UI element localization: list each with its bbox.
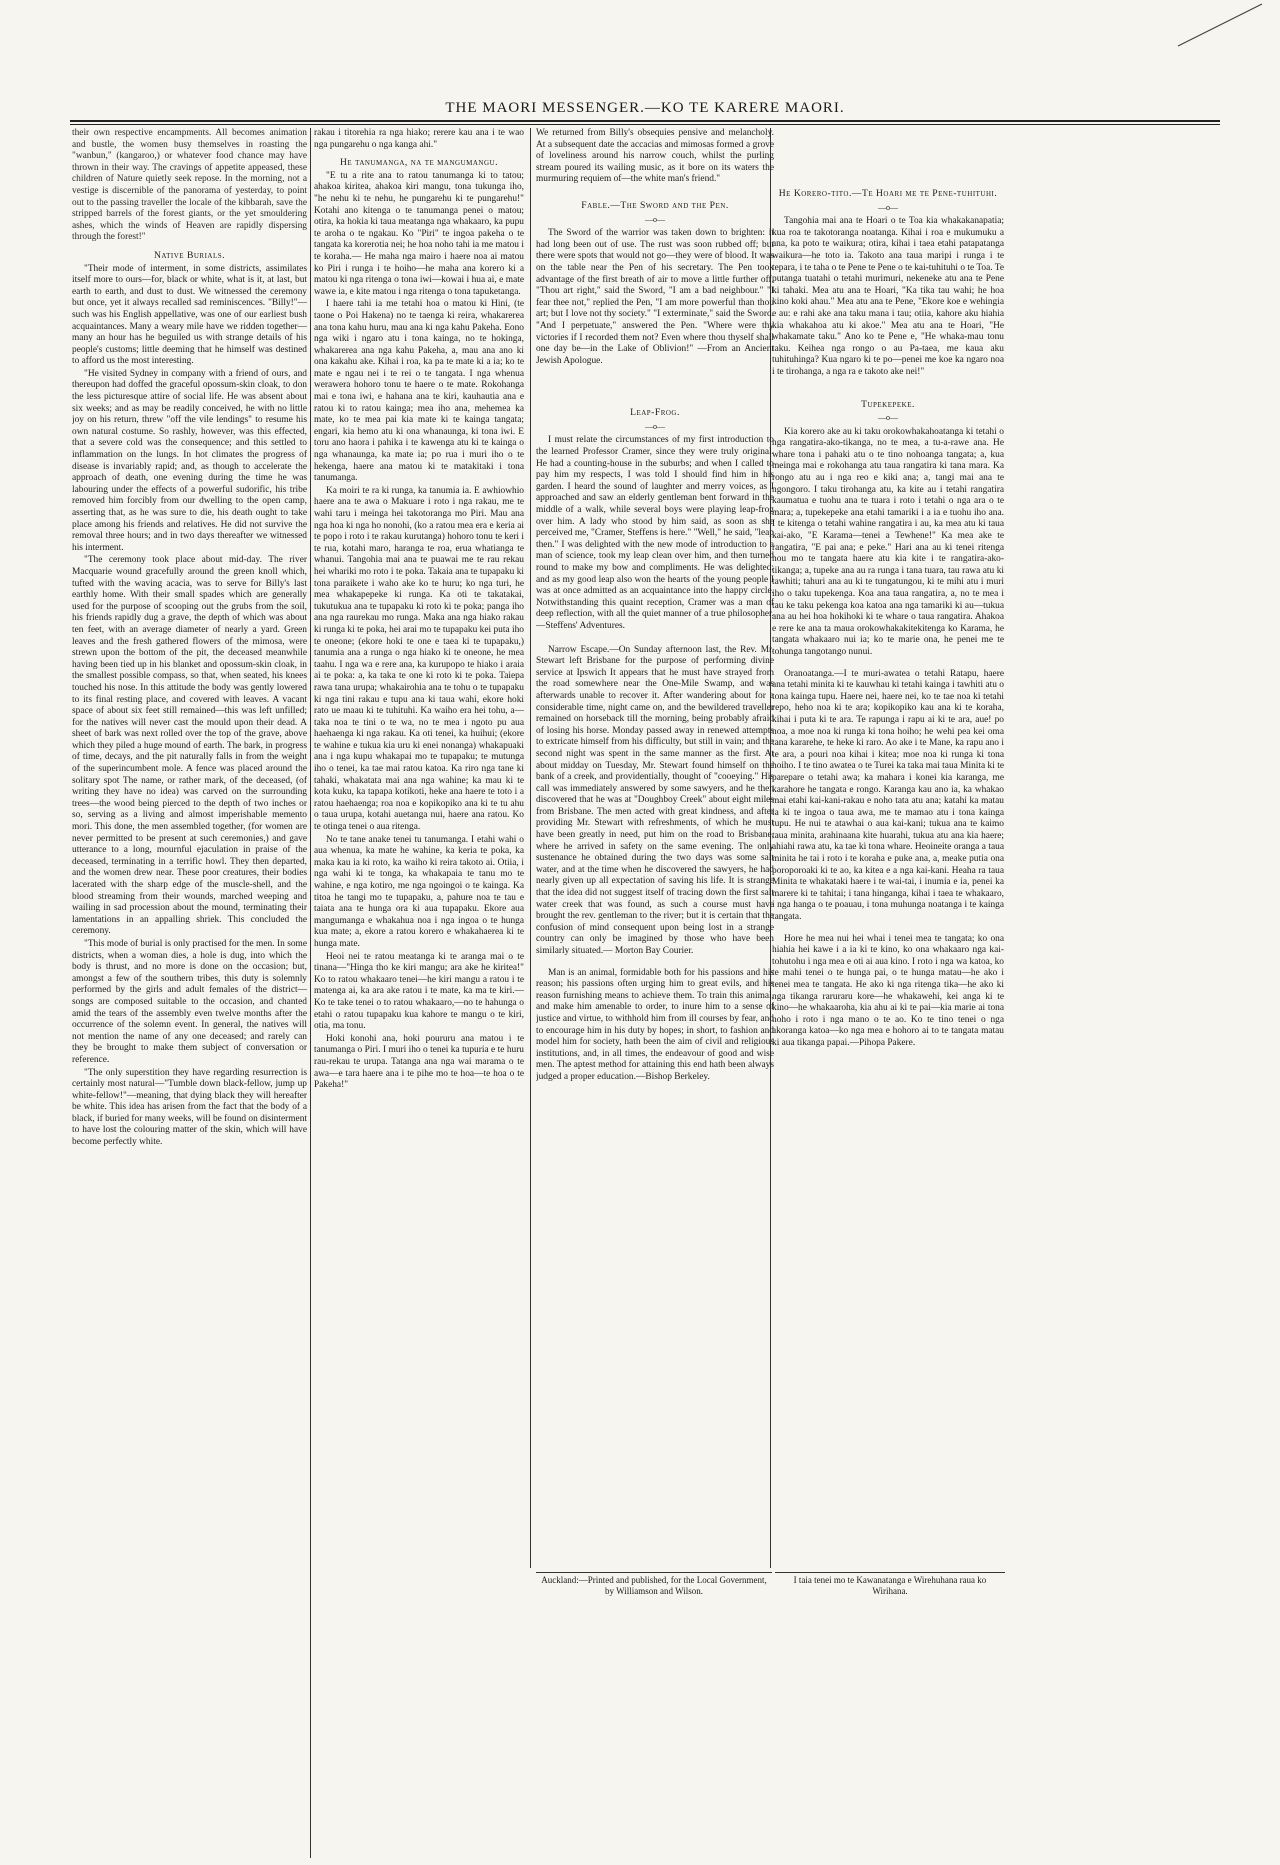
imprint-english: Auckland:—Printed and published, for the Local Government, by Williamson and Wilson. — [536, 1572, 772, 1597]
masthead-title: THE MAORI MESSENGER.—KO TE KARERE MAORI. — [445, 100, 845, 116]
column-3 — [536, 128, 774, 1508]
section-heading-tupekepeke: Tupekepeke. — [861, 398, 915, 410]
pencil-stroke-mark — [1170, 0, 1270, 60]
imprint-maori: I taia tenei mo te Kawanatanga e Wirehuhana raua ko Wirihana. — [775, 1572, 1005, 1597]
section-heading-fable: Fable.—The Sword and the Pen. — [581, 199, 729, 211]
ornament-separator: —o— — [878, 413, 898, 423]
article-paragraph: Hoki konohi ana, hoki poururu ana matou i te tanumanga o Piri. I muri iho o tenei ka tupuria e te huru rau-rekau te urupa. Tatanga ana nga wai marama o te awa—e tara haere ana i te pihe mo te hoa—te hoa o te Pakeha!" — [314, 1033, 524, 1091]
section-heading-leap-frog: Leap-Frog. — [630, 407, 680, 419]
section-heading-native-burials: Native Burials. — [153, 249, 226, 261]
article-paragraph: Hore he mea nui hei whai i tenei mea te tangata; ko ona hiahia hei kawe i a ia ki te kino, ko ona whakaaro nga kai-tohutohu i nga mea e oti ai aua kino. I roto i nga wa katoa, ko te mahi tenei o te hunga pai, o te hunga matau—he ako i tenei mea te tangata. He ako ki nga ritenga tika—he ako ki nga tikanga raruraru kore—he whakawehi, kei anga ki te kino—he whakaaroha, kia ahu ai ki te pai—kia marie ai tona noho i roto i nga mano o te ao. Ko te tino tenei o nga akoranga katoa—ko nga mea e hohoro ai to te tangata matau ki aua tikanga papai.—Pihopa Pakere. — [772, 933, 1004, 1048]
article-paragraph: "The ceremony took place about mid-day. The river Macquarie wound gracefully around the green knoll which, tufted with the waving acacia, was to serve for Billy's last earthly home. With their small spades which are generally used for the purpose of scooping out the grubs from the soil, his friends rapidly dug a grave, the depth of which was about ten feet, with an average diameter of nearly a yard. Green leaves and the fresh gathered flowers of the mimosa, were strewn upon the bottom of the pit, the deceased meanwhile having been tied up in his blanket and opossum-skin cloak, in the smallest possible compass, so that, when seated, his knees touched his nose. In this attitude the body was gently lowered to its final resting place, and covered with leaves. A vacant space of about six feet still remained—this was left unfilled; for the natives will never cast the mould upon their dead. A sheet of bark was next rolled over the top of the grave, above which they piled a huge mound of earth. The bark, in progress of time, decays, and the pit naturally falls in from the weight of the superincumbent mole. A fence was placed around the solitary spot The name, or rather mark, of the deceased, (of writing they have no idea) was carved on the surrounding trees—the wood being pierced to the depth of two inches or so, serving as a living and almost imperishable memento mori. This done, the men assembled together, (for women are never permitted to be present at such ceremonies,) and gave utterance to a long, mournful ejaculation in praise of the deceased, terminating in a terrific howl. They then departed, and the women drew near. These poor creatures, their bodies lacerated with the sharp edge of the muscle-shell, and the blood streaming from their wounds, marched weeping and wailing in sad procession about the mound, terminating their lamentations in an appalling shriek. This concluded the ceremony. — [72, 555, 307, 937]
column-divider — [310, 128, 311, 1858]
article-paragraph: Man is an animal, formidable both for his passions and his reason; his passions often urging him to great evils, and his reason furnishing means to achieve them. To train this animal, and make him amenable to order, to inure him to a sense of justice and virtue, to withhold him from ill courses by fear, and to encourage him in his duty by hopes; in short, to fashion and model him for society, hath been the aim of civil and religious institutions, and, in all times, the endeavour of good and wise men. The aptest method for attaining this end hath been always judged a proper education.—Bishop Berkeley. — [536, 967, 774, 1082]
column-divider — [530, 128, 531, 1568]
article-paragraph: Kia korero ake au ki taku orokowhakahoatanga ki tetahi o nga rangatira-ako-tikanga, no te mea, a tu-a-rawe ana. He whare tona i pahaki atu o te tino nohoanga tangata; a, kua meinga mai e rokohanga atu taua rangatira ki tana mara. Ka rongo atu au i nga reo e kiki ana; a, tangi mai ana te ngongoro. I taku tirohanga atu, ka kite au i tetahi rangatira kaumatua e tuohu ana te tuara i roto i tetahi o nga ara o te mara; a, tupekepeke ana etahi tamariki i a ia e tuohu iho ana. I te kitenga o tetahi wahine rangatira i au, ka mea atu ki taua kai-ako, "E Karama—tenei a Tewhene!" Ka mea ake te rangatira, "E pai ana; e peke." Hari ana au ki tenei ritenga hou mo te tangata haere atu kia kite i te rangatira-ako-tikanga; a, tupeke ana au ra runga i tana tuara, tau rawa atu ki tawhiti; tahuri ana au ki te tungatungou, ki te mihi atu i muri iho o taku tupekenga. Koa ana taua rangatira, a, no te mea i tau ke taku pekenga koa katoa ana nga tamariki ki au—tukua ana au hei hoa hokihoki ki te whare o taua rangatira. Ahakoa e rere ke ana ta maua orokowhakakitekitenga ko Karama, he tangata whakaaro nui ia; ko te marie ona, he penei me te tohunga tangotango nunui. — [772, 426, 1004, 657]
masthead-rule — [70, 120, 1220, 125]
article-text: their own respective encampments. All becomes animation and bustle, the women busy themselves in roasting the "wanbun," (kangaroo,) or whatever food chance may have thrown in their way. The cravings of appetite appeased, these children of Nature quietly seek repose. In the morning, not a vestige is discernible of the panorama of yesterday, to point out to the passing traveller the locale of the kibbarah, save the stripped barrels of the forest giants, or the yet smouldering ashes, which the winds of Heaven are rapidly dispersing through the forest!" — [72, 128, 307, 243]
article-text: rakau i titorehia ra nga hiako; rerere kau ana i te wao nga pungarehu o nga kanga ahi." — [314, 128, 524, 150]
article-paragraph: The Sword of the warrior was taken down to brighten: it had long been out of use. The rust was soon rubbed off; but there were spots that would not go—they were of blood. It was on the table near the Pen of his secretary. The Pen took advantage of the first breath of air to move a little further off. "Thou art right," said the Sword, "I am a bad neighbour." "I fear thee not," replied the Pen, "I am more powerful than thou art; but I love not thy society." "I exterminate," said the Sword. "And I perpetuate," answered the Pen. "Where were thy victories if I recorded them not? Even where thou thyself shall one day be—in the Lake of Oblivion!" —From an Ancient Jewish Apologue. — [536, 228, 774, 366]
article-paragraph: Oranoatanga.—I te muri-awatea o tetahi Ratapu, haere ana tetahi minita ki te kauwhau ki tetahi kainga i tawhiti atu o tona kainga tupu. Haere nei, haere nei, ko te tae noa ki tetahi repo, heho noa ki te ara; kopikopiko kau ana ki te koraha, kihai i puta ki te ara. Te rapunga i rapu ai ki te ara, aue! po noa, a moe noa ki runga ki tona hoiho; he wehi pea kei oma tana kararehe, te heke ki raro. Ao ake i te Mane, ka rapu ano i te ara, a pouri noa kihai i kitea; moe noa ki runga ki tona hoiho. I te tino awatea o te Turei ka taka mai taua Minita ki te parepare o tetahi awa; ka mahara i konei kia karanga, me karahore he tangata e rongo. Karanga kau ano ia, ka whakao mai etahi kai-kani-rakau e noho tata atu ana; katahi ka matau ia ki te ingoa o taua awa, me te mamao atu i tona kainga tupu. He nui te atawhai o aua kai-kani; tukua ana te kaimo taua minita, arahinaana kite huarahi, tukua atu ana kia haere; ahiahi rawa atu, ka tae ki tona whare. Heoineite oranga a taua minita he tai i roto i te koraha e puke ana, a, meake putia ona poroporoaki ki te ao, ka kitea e a nga kai-kani. Heaha ra taua Minita te whakataki haere i te wai-tai, i inumia e ia, penei ka marere ki te tahitai; i tana hinganga, kihai i taea te whakaaro, i nga hanga o te poauau, i tona muhunga noatanga i te kainga tangata. — [772, 668, 1004, 923]
article-paragraph: "This mode of burial is only practised for the men. In some districts, when a woman dies, a hole is dug, into which the body is thrust, and no more is done on the occasion; but, amongst a few of the southern tribes, this duty is solemnly performed by the girls and adult females of the district—songs are composed suitable to the occasion, and chanted amid the tears of the assembly even twelve months after the occurrence of the solemn event. In general, the natives will not mention the name of any one deceased; and rarely can they be brought to make them subject of conversation or reference. — [72, 938, 307, 1065]
article-paragraph: "The only superstition they have regarding resurrection is certainly most natural—"Tumble down black-fellow, jump up white-fellow!"—meaning, that dying black they will hereafter be white. This idea has arisen from the fact that the body of a black, if buried for many weeks, will be found on disinterment to have lost the colouring matter of the skin, which will have become perfectly white. — [72, 1067, 307, 1148]
column-4 — [772, 128, 1004, 1498]
section-heading-he-tanumanga: He tanumanga, na te mangumangu. — [340, 157, 498, 169]
article-paragraph: "Their mode of interment, in some districts, assimilates itself more to ours—for, black or white, what is it, at last, but earth to earth, and dust to dust. We witnessed the ceremony but once, yet it always recalled sad reminiscences. "Billy!"—such was his English appellative, was one of our earliest bush acquaintances. Many a weary mile have we ridden together—many an hour has he beguiled us with strange details of his people's customs; little deeming that he himself was destined to afford us the most interesting. — [72, 263, 307, 367]
ornament-separator: —o— — [645, 421, 665, 431]
article-paragraph: I haere tahi ia me tetahi hoa o matou ki Hini, (te taone o Poi Hakena) no te taenga ki reira, whakarerea ana tona kahu huru, mau ana ki nga kahu Pakeha. Eono nga wiki i ngaro atu i tona kainga, no te hokinga, whakarerea ana nga kahu Pakeha, a, mau ana ano ki ona kakahu ake. Kihai i roa, ka pa te mate ki a ia; ko te mate e ngau nei i te rei o te tangata. I nga whenua werawera hohoro tonu te haere o te mate. Rokohanga mai e tona iwi, e hahana ana te kiri, kauhautia ana e ratou ki to ratou kainga; mea iho ana, mehemea ka mate, ko te mea pai kia mate ki te kainga tangata; engari, kia hemo atu ki ona whanaunga, ki tona iwi. E toru ano haora i pahika i te kawenga atu ki te kainga o nga whanaunga, ka mate ia; po rua i muri iho o te hekenga, haere ana matou ki te matakitaki i tona tanumanga. — [314, 299, 524, 484]
article-paragraph: "E tu a rite ana to ratou tanumanga ki to tatou; ahakoa kiritea, ahakoa kiri mangu, tona tukunga iho, "he nehu ki te nehu, he pungarehu ki te pungarehu!" Kotahi ano kitenga o te tanumanga penei o matou; otira, ka hokia ki taua meatanga nga whakaaro, ka pupu te aroha o te ngakau. Ko "Piri" te ingoa pakeha o te tangata ka korerotia nei; he hoa noho tahi ia me matou i te koraha.— He maha nga mairo i haere noa ai matou ko Piri i runga i te hoiho—he maha ana korero ki a matou ki nga ritenga o tona iwi—kowai i hua ai, e mate wawe ia, e kite matou i nga ritenga o tona tapuketanga. — [314, 170, 524, 297]
article-text: We returned from Billy's obsequies pensive and melancholy. At a subsequent date the accacias and mimosas formed a grove of loveliness around his narrow couch, whilst the purling stream poured its wailing music, as it bore on its waters the murmuring requiem of—the white man's friend." — [536, 128, 774, 185]
article-paragraph: "He visited Sydney in company with a friend of ours, and thereupon had doffed the graceful opossum-skin cloak, to don the less picturesque attire of social life. He was absent about six weeks; and as may be readily conceived, he with no little joy on his return, threw "off the vile lendings" to resume his own natural costume. So rashly, however, was this effected, that a severe cold was the consequence; and this settled to inflammation on the lungs. In hot climates the progress of disease is invariably rapid; and, as though to accelerate the approach of death, one evening during the time he was labouring under the effects of a powerful sudorific, his tribe removed him forcibly from our dwelling to the open camp, asserting that, as he was sure to die, his death ought to take place among his friends and relatives. He did not survive the removal three hours; and in two days thereafter we witnessed his interment. — [72, 368, 307, 553]
column-1 — [72, 128, 307, 1858]
ornament-separator: —o— — [878, 202, 898, 212]
article-paragraph: Narrow Escape.—On Sunday afternoon last, the Rev. Mr. Stewart left Brisbane for the purpose of performing divine service at Ipswich It appears that he must have strayed from the road somewhere near the One-Mile Swamp, and was afterwards unable to recover it. After wandering about for a considerable time, night came on, and the bewildered traveller remained on horseback till the morning, being probably afraid of losing his horse. Monday passed away in renewed attempts to extricate himself from his difficulty, but still in vain; and the second night was spent in the same manner as the first. At about midday on Tuesday, Mr. Stewart found himself on the bank of a creek, and providentially, thought of "cooeying." His call was immediately answered by some sawyers, and he then discovered that he was at "Doughboy Creek" about eight miles from Brisbane. The men acted with great kindness, and after providing Mr. Stewart with refreshments, of which he must have been greatly in need, put him on the road to Brisbane, where he arrived in safety on the same evening. The only sustenance he obtained during the two days was some salt water, and at the time when he discovered the sawyers, he had nearly given up all expectation of saving his life. It is strange that the idea did not suggest itself of tracing down the first salt water creek that was found, as such a course must have brought the rev. gentleman to the river; but it is certain that the confusion of mind consequent upon being lost in a strange country can only be imagined by those who have been similarly situated.— Morton Bay Courier. — [536, 644, 774, 956]
article-paragraph: Tangohia mai ana te Hoari o te Toa kia whakakanapatia; kua roa te takotoranga noatanga. Kihai i roa e mukumuku a ana, ka poto te waikura; otira, kihai i taea etahi patapatanga waikura—he toto ia. Takoto ana taua maripi i runga i te tepara, i te taha o te Pene te Pene o te kai-tuhituhi o te Toa. Te putanga tuatahi o tetahi murimuri, nekeneke atu ana te Pene ki tahaki. Mea atu ana te Hoari, "Ka tika tau wahi; he hoa kino koki ahau." Mea atu ana te Pene, "Ekore koe e wehingia e au: e rahi ake ana taku mana i tau; otiia, kahore aku hiahia kia whakahoa atu ki akoe." Mea atu ana te Hoari, "He whakamate taku." Ano ko te Pene e, "He whaka-mau tonu taku. Keihea nga rongo o au Pa-taea, me kaua aku tuhituhinga? Kua ngaro ki te po—penei me koe ka ngaro noa i te tirohanga, a nga ra e takoto ake nei!" — [772, 216, 1004, 377]
section-heading-korero-tito: He Korero-tito.—Te Hoari me te Pene-tuhituhi. — [778, 188, 998, 199]
article-paragraph: No te tane anake tenei tu tanumanga. I etahi wahi o aua whenua, ka mate he wahine, ka keria te poka, ka maka kau ia ki roto, ka waiho ki reira takoto ai. Otiia, i nga wahi ki te tonga, ka whakapaia te tanu mo te wahine, e nga kotiro, me nga ngoingoi o te kainga. Ka titoa he tangi mo te tupapaku, a, pahure noa te tau e taiata ana te hunga ora ki aua tupapaku. Ekore aua mangumanga e whakahua noa i nga ingoa o te hunga kua mate; a, ekore a ratou korero e whakahaerea ki te hunga mate. — [314, 834, 524, 949]
ornament-separator: —o— — [645, 214, 665, 224]
article-paragraph: Ka moiri te ra ki runga, ka tanumia ia. E awhiowhio haere ana te awa o Makuare i roto i nga rakau, me te wahi taru i meinga hei takotoranga mo Piri. Mau ana nga hoa ki nga ho nonohi, (ko a ratou mea era e keria ai te popo i roto i te rakau kurutanga) hohoro tonu te keri i te rua, kotahi maro, haranga te roa, erua whatianga te whanui. Tangohia mai ana te puawai me te rau rekau hei whariki mo roto i te poka. Takaia ana te tupapaku ki tona paraikete i waho ake ko te huru; ko nga turi, he mea whakapepeke ki runga. Ka oti te takatakai, tukutukua ana te tupapaku ki roto ki te poka; panga iho ana nga raurekau mo runga. Maka ana nga hiako rakau ki runga ki te poka, hei arai mo te tupapaku kei puta iho te oneone; (ekore hoki te one e taea ki te tupapaku,) tanumia ana a runga o nga hiako ki te oneone, he mea taahu. I nga wa e rere ana, ka kurupopo te hiako i araia ai te poka: a, ka taka te one ki roto ki te poka. Taiepa rawa tana urupa; whakairohia ana te tohu o te tupapaku ki nga tini rakau e tupu ana ki taua wahi, ekore hoki rato ue maau ki te tuhituhi. Ka waiho era hei tohu, a—taka noa te tini o te wa, no te mea i ngoto pu aua haehaenga ki nga rakau. Ka oti tenei, ka huihui; (ekore te wahine e tukua kia uru ki enei nonanga) whakapuaki ana i nga kupu whakapai mo te tupapaku; te mutunga iho o tenei, ka tae mai ratou katoa. Ka riro nga tane ki tahaki, whakatata mai ana nga wahine; ka mau ki te kota kuku, ka tapapa kotikoti, heke ana haere te toto i a ratou haehaenga; roa noa e kopikopiko ana ki te tu ahu o taua urupa, kotahi auetanga nui, haere ana ratou. Ko te otinga tenei o aua ritenga. — [314, 485, 524, 833]
article-paragraph: Heoi nei te ratou meatanga ki te aranga mai o te tinana—"Hinga tho ke kiri mangu; ara ake he kiritea!" Ko to ratou whakaaro tenei—he kiri mangu a ratou i te matenga ai, ka ara ake ratou i te mate, ka ma te kiri.— Ko te take tenei o to ratou whakaaro,—no te hahunga o etahi o ratou tupapaku kua kahore te mangu o te kiri, otia, ma tonu. — [314, 951, 524, 1032]
column-2 — [314, 128, 524, 1458]
article-paragraph: I must relate the circumstances of my first introduction to the learned Professor Cramer, since they were truly original. He had a counting-house in the suburbs; and when I called to pay him my respects, I was told I should find him in his garden. I heard the sound of laughter and merry voices, as I approached and saw an elderly gentleman bent forward in the middle of a walk, while several boys were playing leap-frog over him. A lady who stood by him said, as soon as she perceived me, "Cramer, Steffens is here." "Well," he said, "leap then." I was delighted with the new mode of introduction to a man of science, took my leap clean over him, and then turned round to make my bow and compliments. He was delighted; and as my good leap also won the hearts of the young people I was at once admitted as an acquaintance into the happy circle. Notwithstanding this quaint reception, Cramer was a man of deep reflection, with all the quiet manner of a true philosopher.—Steffens' Adventures. — [536, 435, 774, 631]
